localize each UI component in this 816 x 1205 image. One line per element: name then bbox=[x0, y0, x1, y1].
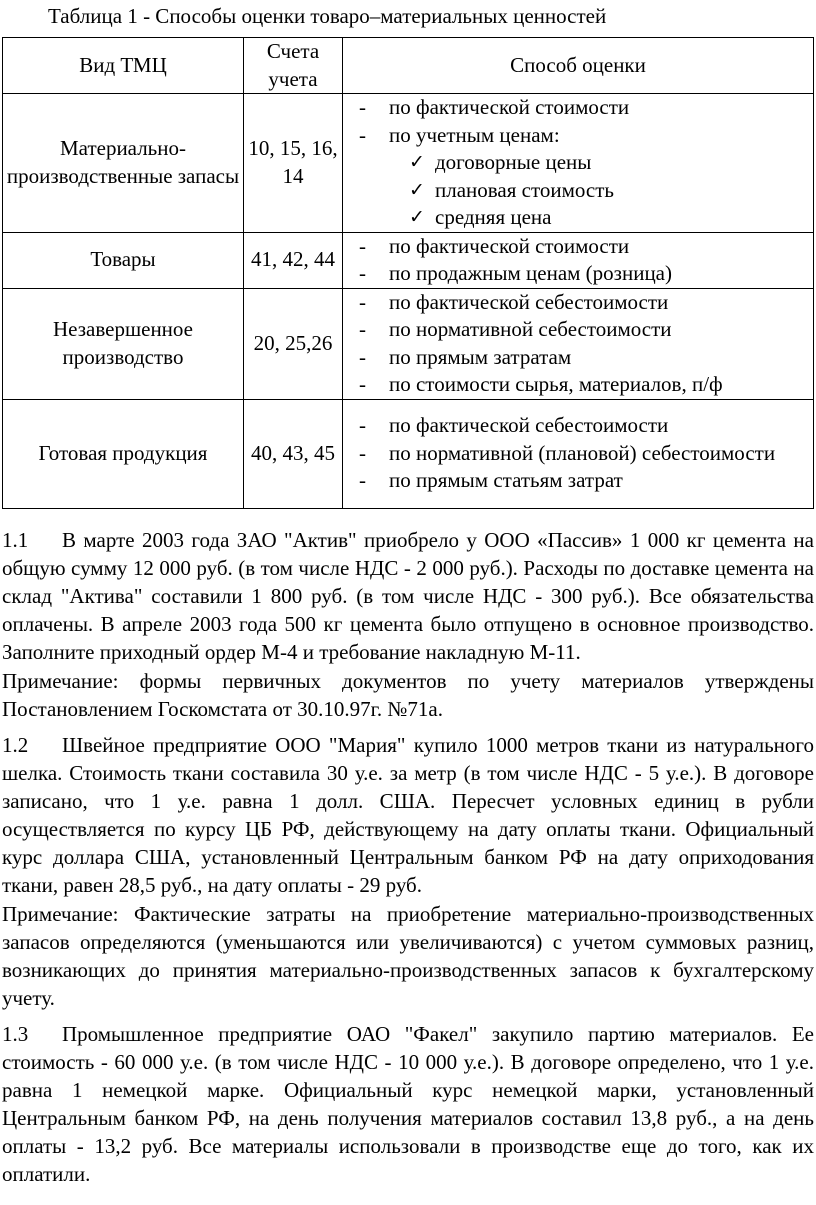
cell-methods bbox=[343, 288, 814, 399]
method-item: - по фактической стоимости bbox=[355, 233, 813, 261]
cell-accounts: 41, 42, 44 bbox=[244, 232, 343, 288]
task-paragraph bbox=[2, 1020, 814, 1188]
methods-list bbox=[343, 289, 813, 399]
table-row bbox=[3, 288, 814, 399]
header-type: Вид ТМЦ bbox=[3, 38, 244, 94]
table-row bbox=[3, 94, 814, 233]
cell-type: Незавершенное производство bbox=[3, 288, 244, 399]
method-item: - по стоимости сырья, материалов, п/ф bbox=[355, 371, 813, 399]
method-item: - по прямым статьям затрат bbox=[355, 467, 813, 495]
task-paragraph bbox=[2, 731, 814, 899]
header-accounts: Счета учета bbox=[244, 38, 343, 94]
method-item: - по фактической себестоимости bbox=[355, 412, 813, 440]
cell-methods bbox=[343, 399, 814, 508]
task-number: 1.3 bbox=[2, 1022, 29, 1046]
method-subitem: ✓ средняя цена bbox=[355, 204, 813, 232]
task-text: В марте 2003 года ЗАО "Актив" приобрело у ООО «Пассив» 1 000 кг цемента на общую сумму 12 000 руб. (в том числе НДС - 2 000 руб.). Расходы по доставке цемента на склад "Актива" составили 1 800 руб. (в том числе НДС - 300 руб.). Все обязательства оплачены. В апреле 2003 года 500 кг цемента было отпущено в основное производство. Заполните приходный ордер М-4 и требование накладную М-11. bbox=[2, 528, 814, 664]
table-caption: Таблица 1 - Способы оценки товаро–материальных ценностей bbox=[48, 4, 607, 28]
cell-type: Готовая продукция bbox=[3, 399, 244, 508]
method-item: - по нормативной себестоимости bbox=[355, 316, 813, 344]
task-note: Примечание: Фактические затраты на приобретение материально-производственных запасов определяются (уменьшаются или увеличиваются) с учетом суммовых разниц, возникающих до принятия материально-производственных запасов к бухгалтерскому учету. bbox=[2, 902, 814, 1010]
method-subitem: ✓ договорные цены bbox=[355, 149, 813, 177]
method-item: - по нормативной (плановой) себестоимости bbox=[355, 440, 813, 468]
method-item: - по фактической себестоимости bbox=[355, 289, 813, 317]
method-item: - по фактической стоимости bbox=[355, 94, 813, 122]
table-row bbox=[3, 399, 814, 508]
header-method: Способ оценки bbox=[343, 38, 814, 94]
methods-list bbox=[343, 94, 813, 232]
cell-methods bbox=[343, 94, 814, 233]
tasks-section bbox=[2, 526, 814, 1188]
task-text: Промышленное предприятие ОАО "Факел" закупило партию материалов. Ее стоимость - 60 000 у.е. (в том числе НДС - 10 000 у.е.). В договоре определено, что 1 у.е. равна 1 немецкой марке. Официальный курс немецкой марки, установленный Центральным банком РФ, на день получения материалов составил 13,8 руб., а на день оплаты - 13,2 руб. Все материалы использовали в производстве еще до того, как их оплатили. bbox=[2, 1022, 814, 1186]
task-number: 1.2 bbox=[2, 733, 29, 757]
method-item: - по учетным ценам: bbox=[355, 122, 813, 150]
task-note: Примечание: формы первичных документов по учету материалов утверждены Постановлением Госкомстата от 30.10.97г. №71а. bbox=[2, 669, 814, 721]
cell-accounts: 10, 15, 16, 14 bbox=[244, 94, 343, 233]
table-header-row bbox=[3, 38, 814, 94]
cell-methods bbox=[343, 232, 814, 288]
task-paragraph bbox=[2, 526, 814, 666]
methods-list bbox=[343, 233, 813, 288]
valuation-table bbox=[2, 37, 814, 509]
cell-accounts: 40, 43, 45 bbox=[244, 399, 343, 508]
method-subitem: ✓ плановая стоимость bbox=[355, 177, 813, 205]
task-text: Швейное предприятие ООО "Мария" купило 1000 метров ткани из натурального шелка. Стоимость ткани составила 30 у.е. за метр (в том числе НДС - 5 у.е.). В договоре записано, что 1 у.е. равна 1 долл. США. Пересчет условных единиц в рубли осуществляется по курсу ЦБ РФ, действующему на дату оплаты ткани. Официальный курс доллара США, установленный Центральным банком РФ на дату оприходования ткани, равен 28,5 руб., на дату оплаты - 29 руб. bbox=[2, 733, 814, 897]
table-row bbox=[3, 232, 814, 288]
method-item: - по продажным ценам (розница) bbox=[355, 260, 813, 288]
cell-type: Материально-производственные запасы bbox=[3, 94, 244, 233]
cell-accounts: 20, 25,26 bbox=[244, 288, 343, 399]
task-number: 1.1 bbox=[2, 528, 29, 552]
method-item: - по прямым затратам bbox=[355, 344, 813, 372]
cell-type: Товары bbox=[3, 232, 244, 288]
methods-list bbox=[343, 412, 813, 495]
